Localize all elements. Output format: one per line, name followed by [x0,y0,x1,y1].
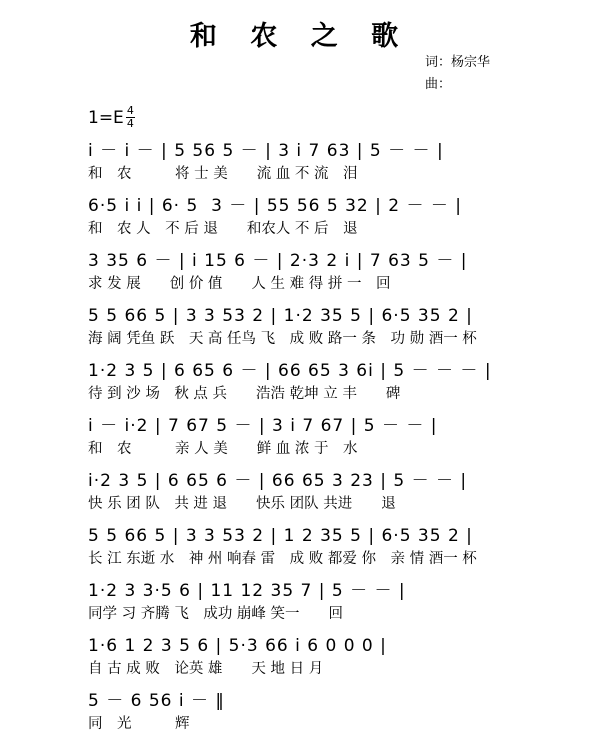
lyrics-line: 海 阔 凭鱼 跃 天 高 任鸟 飞 成 败 路一 条 功 勋 酒一 杯 [88,331,477,347]
notation-line: 5 5 66 5 | 3 3 53 2 | 1 2 35 5 | 6·5 35 2 | [88,526,473,546]
lyrics-line: 同学 习 齐腾 飞 成功 崩峰 笑一 回 [88,606,344,622]
page-title: 和 农 之 歌 [189,21,411,52]
lyrics-line: 快 乐 团 队 共 进 退 快乐 团队 共进 退 [88,496,396,512]
time-signature-numerator: 4 [126,104,134,117]
notation-line: i － i － | 5 56 5 － | 3 i 7 63 | 5 － － | [88,141,444,161]
key-signature-text: 1=E [88,108,124,129]
lyrics-line: 和 农 人 不 后 退 和农人 不 后 退 [88,221,358,237]
credit-lyricist: 词：杨宗华 [424,55,490,70]
notation-line: i － i·2 | 7 67 5 － | 3 i 7 67 | 5 － － | [88,416,438,436]
notation-line: 1·6 1 2 3 5 6 | 5·3 66 i 6 0 0 0 | [88,636,387,656]
notation-line: i·2 3 5 | 6 65 6 － | 66 65 3 23 | 5 － － | [88,471,468,491]
lyrics-line: 和 农 亲 人 美 鲜 血 浓 于 水 [88,441,358,457]
lyrics-line: 待 到 沙 场 秋 点 兵 浩浩 乾坤 立 丰 碑 [88,386,401,402]
lyrics-line: 同 光 辉 [88,716,190,732]
credit-composer: 曲： [424,77,451,92]
lyrics-line: 求 发 展 创 价 值 人 生 难 得 拼 一 回 [88,276,391,292]
music-system [0,580,600,635]
notation-line: 3 35 6 － | i 15 6 － | 2·3 2 i | 7 63 5 － | [88,251,468,271]
notation-line: 6·5 i i | 6· 5 3 － | 55 56 5 32 | 2 － － | [88,196,463,216]
lyrics-line: 和 农 将 士 美 流 血 不 流 泪 [88,166,358,182]
time-signature [126,105,135,129]
notation-line: 1·2 3 3·5 6 | 11 12 35 7 | 5 － － | [88,581,406,601]
music-system [0,140,600,195]
notation-line: 1·2 3 5 | 6 65 6 － | 66 65 3 6i | 5 － － － | [88,361,492,381]
music-system [0,305,600,360]
lyrics-line: 自 古 成 败 论英 雄 天 地 日 月 [88,661,324,677]
key-and-time-signature [88,106,135,130]
lyrics-line: 长 江 东逝 水 神 州 响春 雷 成 败 都爱 你 亲 情 酒一 杯 [88,551,477,567]
credits [425,52,490,96]
notation-line: 5 5 66 5 | 3 3 53 2 | 1·2 35 5 | 6·5 35 2 | [88,306,473,326]
music-system [0,195,600,250]
time-signature-denominator: 4 [126,116,134,130]
music-system [0,635,600,690]
music-system [0,525,600,580]
music-system [0,470,600,525]
music-system [0,415,600,470]
music-system [0,250,600,305]
music-system [0,690,600,745]
notation-line: 5 － 6 56 i － ‖ [88,691,225,711]
music-system [0,360,600,415]
music-systems [0,140,600,745]
